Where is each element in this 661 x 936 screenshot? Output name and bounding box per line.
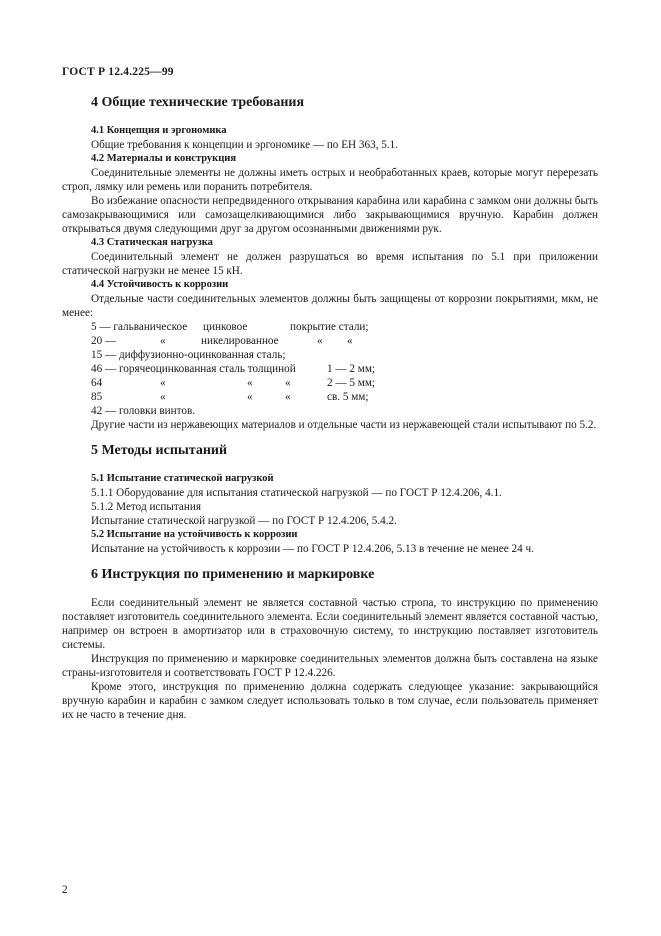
- section-4-title: 4 Общие технические требования: [91, 95, 305, 110]
- coating-list-item: [62, 376, 598, 390]
- coating-list-cell: «: [160, 335, 166, 347]
- section-6-paragraph-3: Кроме этого, инструкция по применению должна содержать следующее указание: закрывающийся вручную карабин и карабин с замком следует использовать только в том случае, если пользователь применяет их не часто в течение дня.: [62, 681, 598, 721]
- coating-list-cell: 20 —: [91, 335, 117, 347]
- subsection-4-2-title: 4.2 Материалы и конструкция: [91, 153, 237, 164]
- coating-list-cell: 85: [91, 391, 103, 403]
- coating-list-cell: никелированное: [201, 335, 279, 347]
- clause-5-1-1: 5.1.1 Оборудование для испытания статической нагрузкой — по ГОСТ Р 12.4.206, 4.1.: [91, 487, 502, 499]
- subsection-4-3-title: 4.3 Статическая нагрузка: [91, 237, 213, 248]
- coating-list-cell: св. 5 мм;: [327, 391, 369, 403]
- subsection-4-4-tail: Другие части из нержавеющих материалов и отдельные части из нержавеющей стали испытывают по 5.2.: [91, 419, 597, 431]
- coating-list-cell: покрытие стали;: [290, 321, 369, 333]
- clause-5-1-2: 5.1.2 Метод испытания: [91, 501, 202, 513]
- coating-list-cell: «: [160, 391, 166, 403]
- coating-list-item: [62, 404, 598, 418]
- coating-list-item: [62, 362, 598, 376]
- subsection-4-3-text: Соединительный элемент не должен разрушаться во время испытания по 5.1 при приложении статической нагрузки не менее 15 кН.: [62, 251, 598, 277]
- coating-list-item: [62, 390, 598, 404]
- coating-list-cell: 46 — горячеоцинкованная сталь толщиной: [91, 363, 296, 375]
- coating-list-item: [62, 320, 598, 334]
- subsection-4-4-text: Отдельные части соединительных элементов должны быть защищены от коррозии покрытиями, мкм, не менее:: [62, 293, 598, 319]
- subsection-4-1-text: Общие требования к концепции и эргономике — по ЕН 363, 5.1.: [91, 139, 399, 151]
- section-5-title: 5 Методы испытаний: [91, 443, 228, 458]
- coating-list-cell: 15 — диффузионно-оцинкованная сталь;: [91, 349, 286, 361]
- coating-list-cell: «: [347, 335, 353, 347]
- subsection-5-1-title: 5.1 Испытание статической нагрузкой: [91, 473, 274, 484]
- coating-list-cell: «: [317, 335, 323, 347]
- coating-list-cell: 1 — 2 мм;: [327, 363, 376, 375]
- section-6-paragraph-2: Инструкция по применению и маркировке соединительных элементов должна быть составлена на языке страны-изготовителя и соответствовать ГОСТ Р 12.4.226.: [62, 653, 598, 679]
- subsection-4-1-title: 4.1 Концепция и эргономика: [91, 125, 227, 136]
- subsection-5-2-text: Испытание на устойчивость к коррозии — по ГОСТ Р 12.4.206, 5.13 в течение не менее 24 ч.: [91, 543, 534, 555]
- clause-5-1-2-text: Испытание статической нагрузкой — по ГОСТ Р 12.4.206, 5.4.2.: [91, 515, 397, 527]
- document-body: [62, 94, 598, 722]
- coating-list-cell: 64: [91, 377, 103, 389]
- page-number: 2: [62, 884, 68, 896]
- coating-list-cell: «: [247, 377, 253, 389]
- subsection-5-2-title: 5.2 Испытание на устойчивость к коррозии: [91, 529, 298, 540]
- subsection-4-2-paragraph-1: Соединительные элементы не должны иметь острых и необработанных краев, которые могут перерезать строп, лямку или ремень или поранить потребителя.: [62, 167, 598, 193]
- coating-list-cell: 42 — головки винтов.: [91, 405, 196, 417]
- coating-list-cell: «: [160, 377, 166, 389]
- coating-list-cell: 5 — гальваническое: [91, 321, 188, 333]
- section-6-title: 6 Инструкция по применению и маркировке: [91, 567, 375, 582]
- subsection-4-4-title: 4.4 Устойчивость к коррозии: [91, 279, 229, 290]
- coating-list-cell: цинковое: [203, 321, 248, 333]
- coating-list-cell: «: [285, 377, 291, 389]
- coating-list-cell: 2 — 5 мм;: [327, 377, 376, 389]
- document-header: ГОСТ Р 12.4.225—99: [62, 66, 174, 78]
- coating-list-item: [62, 348, 598, 362]
- section-6-paragraph-1: Если соединительный элемент не является составной частью стропа, то инструкцию по применению поставляет изготовитель соединительного элемента. Если соединительный элемент является составной частью, например он встроен в амортизатор или в страховочную систему, то инструкцию поставляет изготовитель системы.: [62, 597, 598, 651]
- coating-list-cell: «: [247, 391, 253, 403]
- subsection-4-2-paragraph-2: Во избежание опасности непредвиденного открывания карабина или карабина с замком они должны быть самозакрывающимися или самозащелкивающимися либо закрывающимися вручную. Карабин должен открываться двумя следующими друг за другом осознанными движениями рук.: [62, 195, 598, 235]
- coating-list-cell: «: [285, 391, 291, 403]
- coating-list-item: [62, 334, 598, 348]
